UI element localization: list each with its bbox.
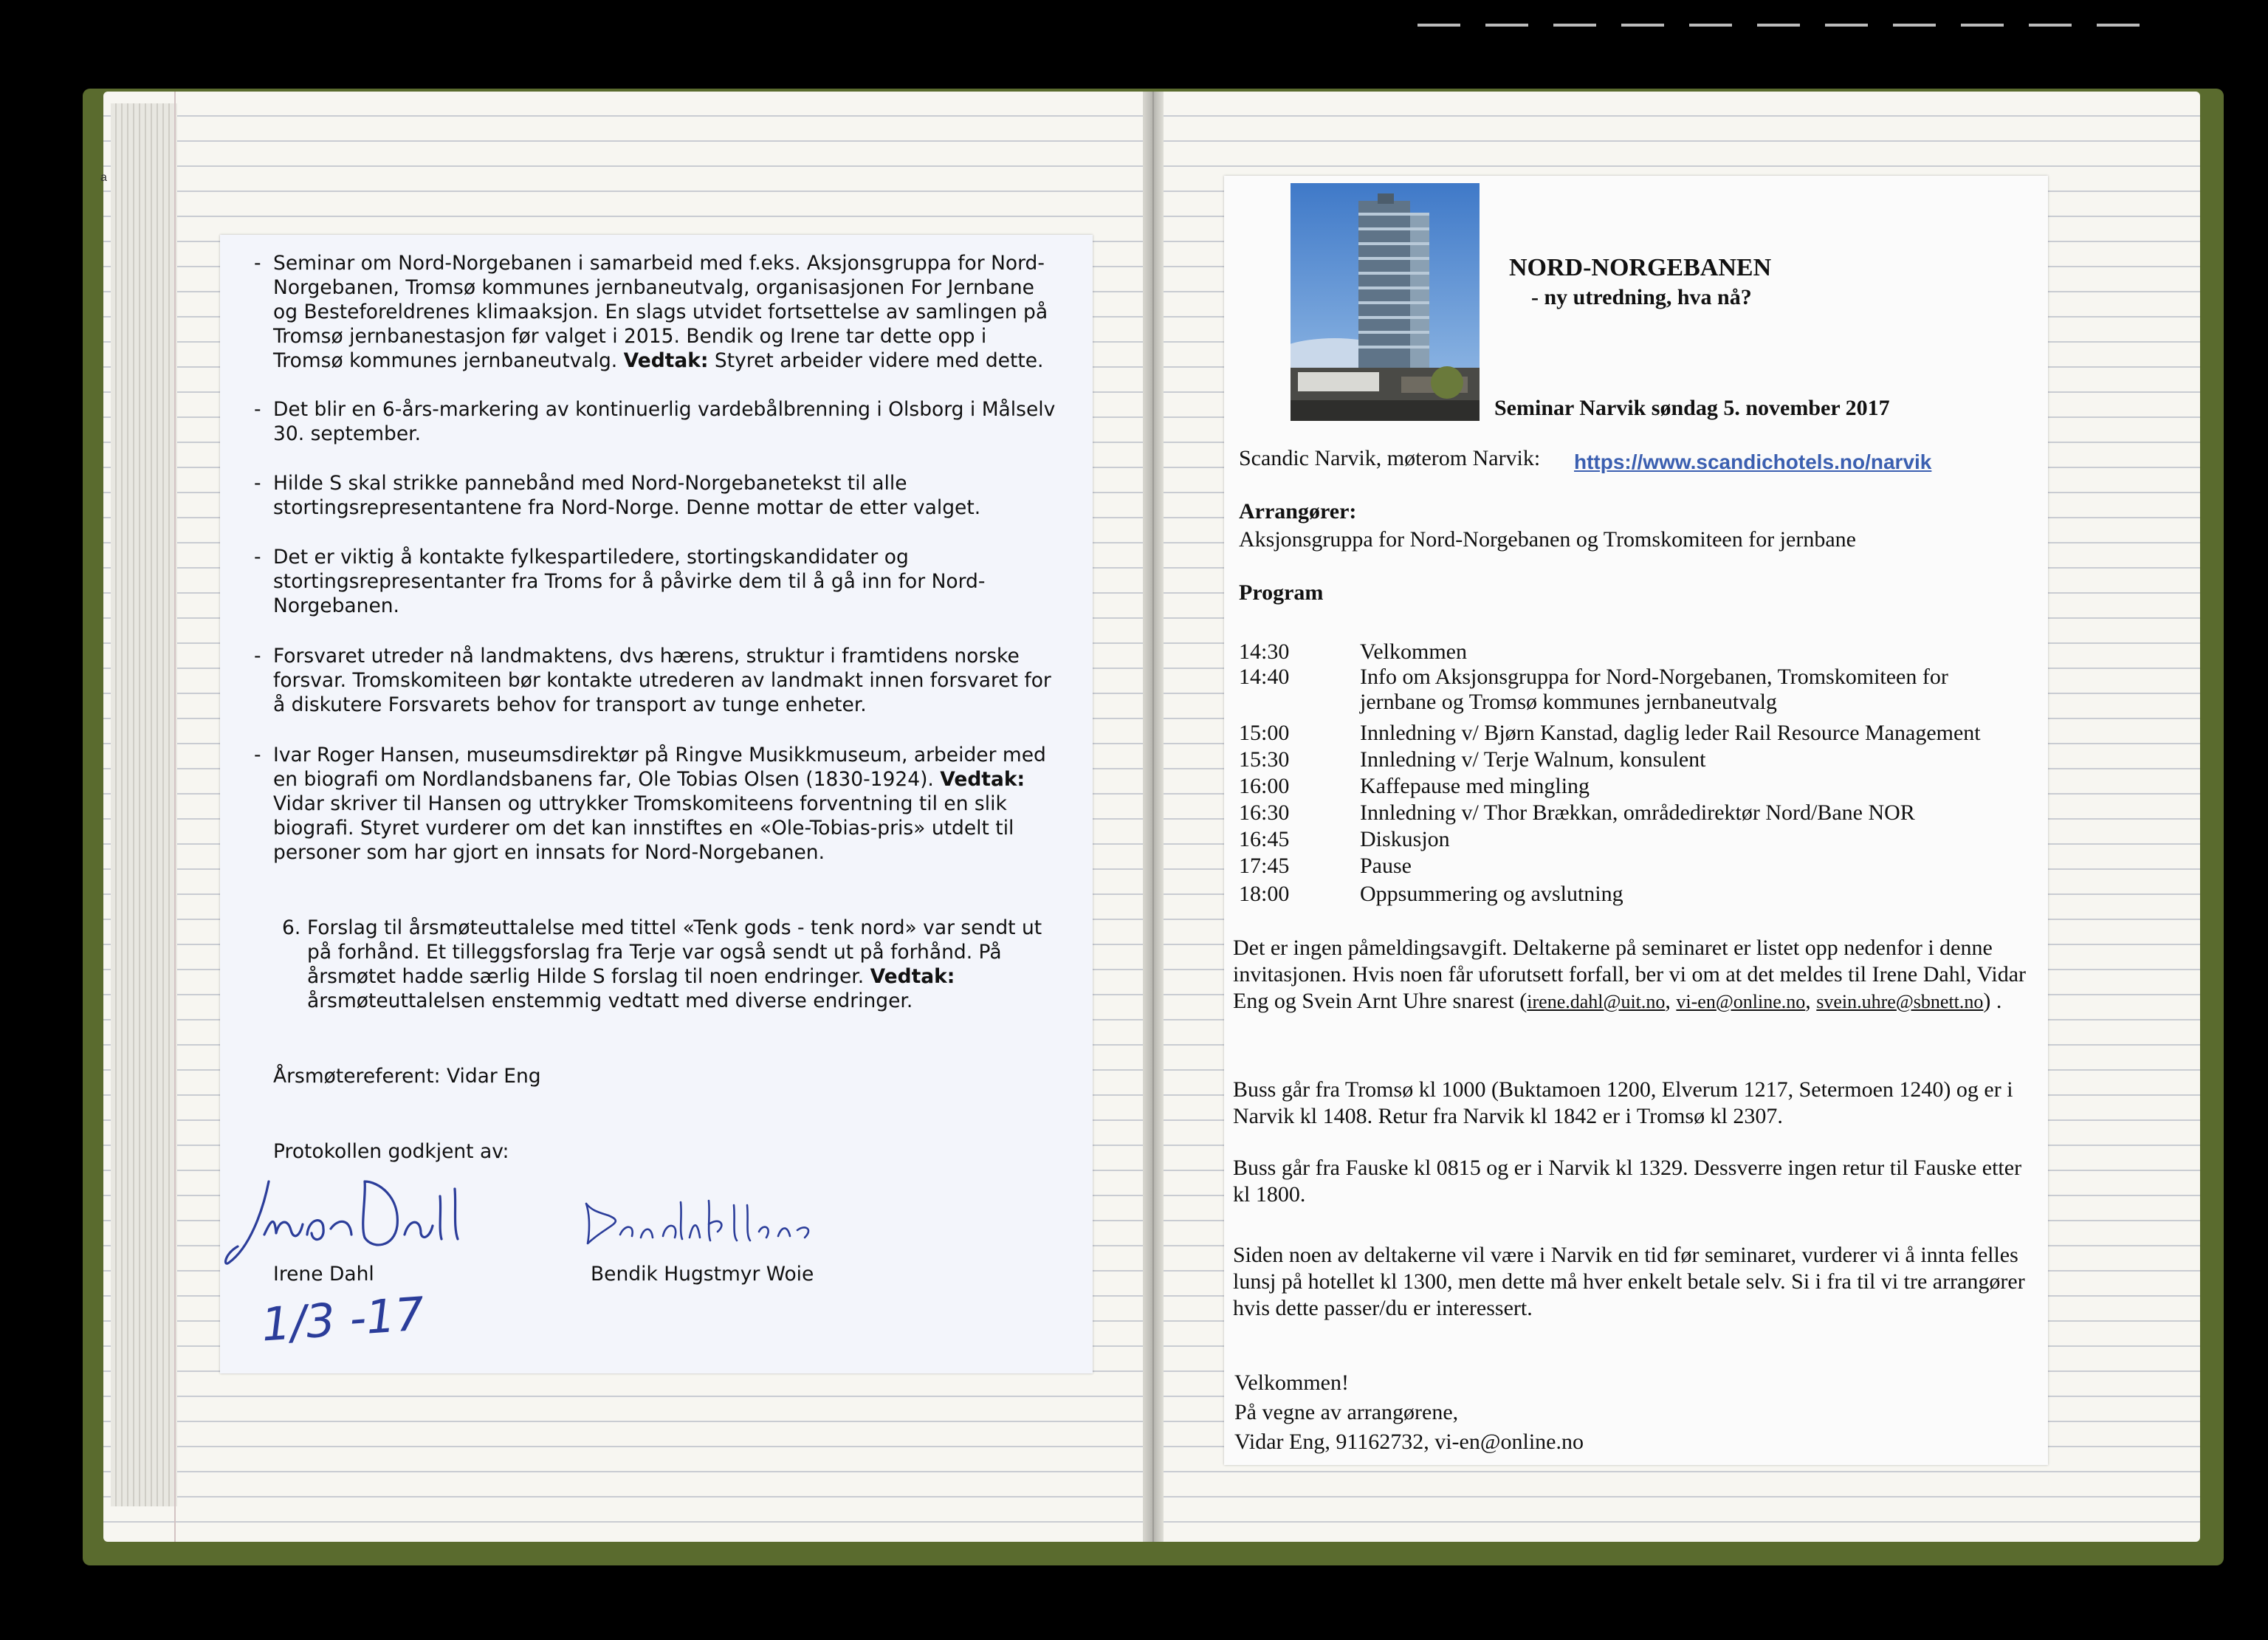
organizers-heading: Arrangører:: [1239, 499, 1357, 524]
program-time: 15:00: [1239, 721, 1290, 745]
bullet-pannebaand: - Hilde S skal strikke pannebånd med Nord-Norgebanetekst til alle stortingsrepresentantene fra Nord-Norge. Denne mottar de etter valget.: [254, 472, 981, 519]
invitation-sheet: [1224, 176, 2048, 1465]
bus-tromso: Buss går fra Tromsø kl 1000 (Buktamoen 1200, Elverum 1217, Setermoen 1240) og er i Narvik kl 1408. Retur fra Narvik kl 1842 er i Tromsø kl 2307.: [1233, 1077, 2013, 1128]
registration-paragraph: Det er ingen påmeldingsavgift. Deltakerne på seminaret er listet opp nedenfor i denne invitasjonen. Hvis noen får uforutsett forfall, ber vi om at det meldes til Irene Dahl, Vidar Eng og Svein Arnt Uhre snarest (irene.dahl@uit.no, vi-en@online.no, svein.uhre@sbnett.no) .: [1233, 936, 2027, 1013]
signature-bendik: [579, 1195, 830, 1254]
venue: Scandic Narvik, møterom Narvik:: [1239, 446, 1541, 470]
signature-irene: [220, 1167, 486, 1277]
program-time: 14:40: [1239, 665, 1290, 689]
organizers: Aksjonsgruppa for Nord-Norgebanen og Tromskomiteen for jernbane: [1239, 527, 1856, 552]
program-time: 16:45: [1239, 827, 1290, 851]
bullet-seminar: - Seminar om Nord-Norgebanen i samarbeid med f.eks. Aksjonsgruppa for Nord-Norgebanen, Tromsø kommunes jernbaneutvalg, organisasjonen For Jernbane og Besteforeldrenes klimaaksjon. En slags utvidet fortsettelse av samlingen på Tromsø jernbanestasjon før valget i 2015. Bendik og Irene tar dette opp i Tromsø kommunes jernbaneutvalg. Vedtak: Styret arbeider videre med dette.: [254, 252, 1048, 372]
bullet-dash: -: [254, 645, 261, 668]
venue-link[interactable]: https://www.scandichotels.no/narvik: [1574, 450, 1932, 473]
program-desc: Innledning v/ Bjørn Kanstad, daglig leder Rail Resource Management: [1360, 721, 1981, 745]
bullet-varde: - Det blir en 6-års-markering av kontinuerlig vardebålbrenning i Olsborg i Målselv 30. september.: [254, 398, 1056, 445]
bullet-dash: -: [254, 744, 261, 766]
closing-line: Vidar Eng, 91162732, vi-en@online.no: [1234, 1430, 1584, 1454]
invitation-title: NORD-NORGEBANEN: [1509, 254, 1772, 281]
program-desc: Info om Aksjonsgruppa for Nord-Norgebanen, Tromskomiteen for jernbane og Tromsø kommunes jernbaneutvalg: [1360, 665, 1948, 714]
narvik-hotel-photo: [1291, 183, 1480, 421]
approved-by: Protokollen godkjent av:: [273, 1140, 509, 1163]
bullet-dash: -: [254, 472, 261, 495]
email-link[interactable]: vi-en@online.no: [1676, 991, 1806, 1012]
item-number: 6.: [282, 916, 301, 939]
bullet-kontakt: - Det er viktig å kontakte fylkespartiledere, stortingskandidater og stortingsrepresentanter fra Troms for å påvirke dem til å gå inn for Nord-Norgebanen.: [254, 546, 986, 617]
referent: Årsmøtereferent: Vidar Eng: [273, 1065, 541, 1088]
bullet-dash: -: [254, 546, 261, 569]
program-desc: Velkommen: [1360, 639, 1467, 664]
bullet-biografi: - Ivar Roger Hansen, museumsdirektør på Ringve Musikkmuseum, arbeider med en biografi om Nordlandsbanens far, Ole Tobias Olsen (1830-1924). Vedtak: Vidar skriver til Hansen og uttrykker Tromskomiteens forventning til en slik biografi. Styret vurderer om det kan innstiftes en «Ole-Tobias-pris» utdelt til personer som har gjort en innsats for Nord-Norgebanen.: [254, 744, 1046, 864]
closing-line: På vegne av arrangørene,: [1234, 1400, 1459, 1424]
lunch-paragraph: Siden noen av deltakerne vil være i Narvik en tid før seminaret, vurderer vi å innta felles lunsj på hotellet kl 1300, men dette må hver enkelt betale selv. Si i fra til vi tre arrangører hvis dette passer/du er interessert.: [1233, 1243, 2025, 1320]
program-heading: Program: [1239, 580, 1324, 605]
program-time: 14:30: [1239, 639, 1290, 664]
closing-line: Velkommen!: [1234, 1370, 1349, 1395]
program-desc: Innledning v/ Terje Walnum, konsulent: [1360, 747, 1706, 772]
bus-fauske: Buss går fra Fauske kl 0815 og er i Narvik kl 1329. Dessverre ingen retur til Fauske etter kl 1800.: [1233, 1156, 2022, 1207]
program-desc: Kaffepause med mingling: [1360, 774, 1590, 798]
program-time: 18:00: [1239, 882, 1290, 906]
bullet-forsvaret: - Forsvaret utreder nå landmaktens, dvs hærens, struktur i framtidens norske forsvar. Tromskomiteen bør kontakte utrederen av landmakt innen forsvaret for å diskutere Forsvarets behov for transport av tunge enheter.: [254, 645, 1051, 716]
email-link[interactable]: svein.uhre@sbnett.no: [1816, 991, 1984, 1012]
signer-irene: Irene Dahl: [273, 1263, 374, 1286]
signer-bendik: Bendik Hugstmyr Woie: [591, 1263, 814, 1286]
handwritten-date: 1/3 -17: [259, 1286, 427, 1352]
minutes-sheet: [220, 235, 1093, 1373]
program-desc: Diskusjon: [1360, 827, 1450, 851]
page-edges: [111, 103, 177, 1506]
bullet-dash: -: [254, 398, 261, 421]
book-spine: [1143, 92, 1164, 1542]
program-time: 17:45: [1239, 854, 1290, 878]
bullet-dash: -: [254, 252, 261, 275]
email-link[interactable]: irene.dahl@uit.no: [1527, 991, 1666, 1012]
margin-line: [174, 92, 176, 1542]
seminar-date: Seminar Narvik søndag 5. november 2017: [1494, 396, 1890, 420]
corner-mark: a: [100, 171, 107, 184]
item-6: 6. Forslag til årsmøteuttalelse med tittel «Tenk gods - tenk nord» var sendt ut på forhånd. Et tilleggsforslag fra Terje var også sendt ut på forhånd. På årsmøtet hadde særlig Hilde S forslag til noen endringer. Vedtak: årsmøteuttalelsen enstemmig vedtatt med diverse endringer.: [282, 916, 1042, 1012]
program-desc: Oppsummering og avslutning: [1360, 882, 1623, 906]
invitation-subtitle: - ny utredning, hva nå?: [1531, 285, 1752, 309]
scanner-dash-bar: [1418, 24, 2163, 27]
program-time: 16:00: [1239, 774, 1290, 798]
program-desc: Pause: [1360, 854, 1412, 878]
program-desc: Innledning v/ Thor Brækkan, områdedirektør Nord/Bane NOR: [1360, 800, 1915, 825]
program-time: 16:30: [1239, 800, 1290, 825]
program-time: 15:30: [1239, 747, 1290, 772]
